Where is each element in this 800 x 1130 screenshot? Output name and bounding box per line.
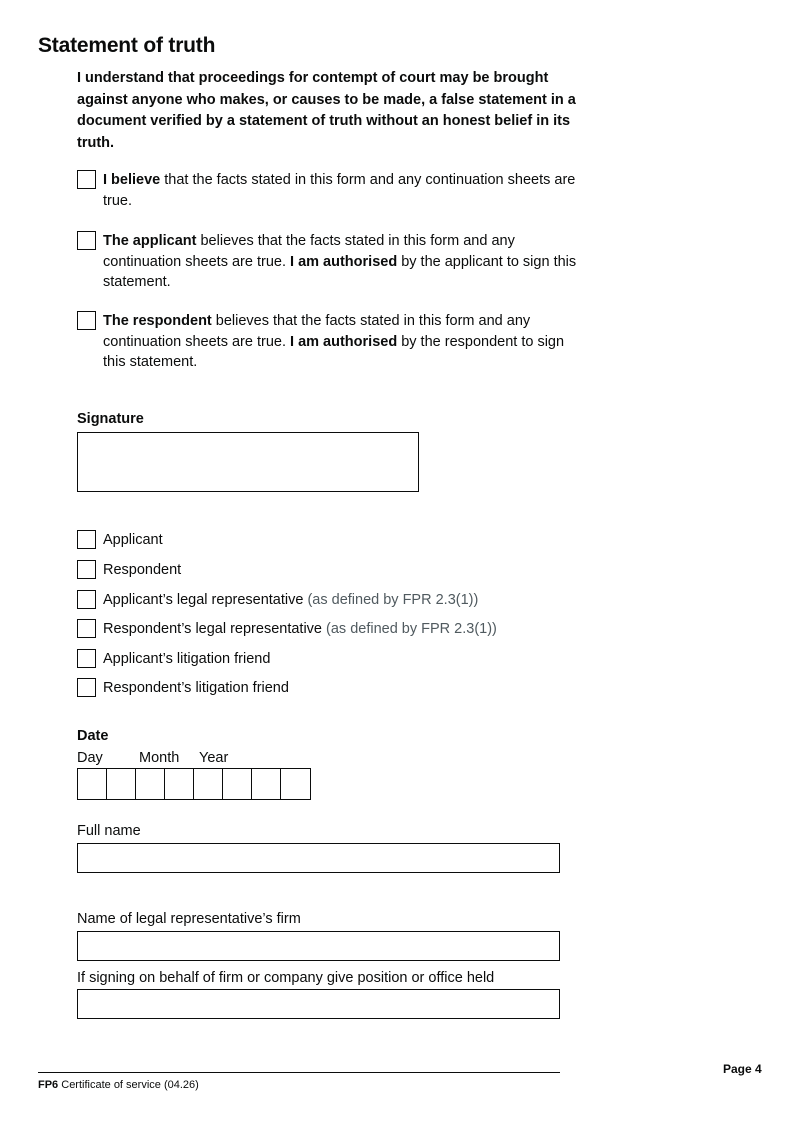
signature-label: Signature [77,411,144,427]
section-title: Statement of truth [38,34,216,57]
full-name-label: Full name [77,823,141,839]
statement-bold-text: I am authorised [290,253,398,270]
date-day-digit-1[interactable] [77,768,108,800]
role-respondent-litigation-friend-label [103,680,289,696]
statement-applicant-checkbox[interactable] [77,231,96,250]
date-year-digit-4[interactable] [280,768,311,800]
role-label: Respondent [103,562,182,578]
page-number: Page 4 [723,1062,762,1076]
statement-applicant-text [103,231,577,293]
date-month-label: Month [139,750,180,766]
date-year-digit-3[interactable] [251,768,282,800]
statement-respondent [77,311,577,373]
role-respondent-legal-rep-label [103,621,497,637]
role-label: Applicant’s legal representative [103,592,304,608]
date-day-label: Day [77,750,103,766]
firm-name-field[interactable] [77,931,560,961]
date-year-digit-2[interactable] [222,768,253,800]
statement-text: by the applicant to sign this statement. [103,253,577,290]
role-applicant-label [103,532,163,548]
statement-bold-text: I believe [103,172,161,188]
role-applicant-checkbox[interactable] [77,530,96,549]
date-year-digit-1[interactable] [193,768,224,800]
statement-applicant [77,231,577,293]
footer-form-code: FP6 [38,1079,59,1091]
role-applicant-legal-rep-label [103,592,478,608]
role-label: Applicant’s litigation friend [103,651,271,667]
date-input-grid [77,768,309,800]
date-month-digit-2[interactable] [164,768,195,800]
statement-i-believe [77,170,577,211]
firm-name-label: Name of legal representative’s firm [77,911,301,927]
statement-text: believes that the facts stated in this form and any continuation sheets are true. [103,313,531,350]
statement-bold-text: I am authorised [290,333,398,350]
footer-divider [38,1072,560,1073]
role-applicant-litigation-friend-label [103,651,270,667]
role-note: (as defined by FPR 2.3(1)) [303,592,479,608]
role-note: (as defined by FPR 2.3(1)) [322,621,497,637]
contempt-warning: I understand that proceedings for contempt of court may be brought against anyone who makes, or causes to be made, a false statement in a document verified by a statement of truth without an honest belief in its truth. [77,70,576,151]
position-label: If signing on behalf of firm or company give position or office held [77,970,495,986]
statement-i-believe-text [103,170,577,211]
role-respondent-litigation-friend-checkbox[interactable] [77,678,96,697]
role-respondent-legal-rep-checkbox[interactable] [77,619,96,638]
statement-bold-text: The applicant [103,233,197,249]
statement-text: by the respondent to sign this statement. [103,333,565,370]
role-respondent-label [103,562,181,578]
signature-field[interactable] [77,432,419,492]
statement-i-believe-checkbox[interactable] [77,170,96,189]
date-year-label: Year [199,750,229,766]
date-day-digit-2[interactable] [106,768,137,800]
statement-text: believes that the facts stated in this form and any continuation sheets are true. [103,233,515,270]
role-label: Respondent’s litigation friend [103,680,289,696]
role-label: Respondent’s legal representative [103,621,322,637]
statement-bold-text: The respondent [103,313,212,329]
role-respondent-checkbox[interactable] [77,560,96,579]
statement-text: that the facts stated in this form and any continuation sheets are true. [103,172,576,209]
statement-respondent-checkbox[interactable] [77,311,96,330]
role-label: Applicant [103,532,163,548]
full-name-field[interactable] [77,843,560,873]
role-applicant-litigation-friend-checkbox[interactable] [77,649,96,668]
footer-form-title: Certificate of service (04.26) [58,1079,199,1091]
date-month-digit-1[interactable] [135,768,166,800]
statement-respondent-text [103,311,577,373]
footer-form-reference [38,1079,199,1091]
date-label: Date [77,728,109,744]
role-applicant-legal-rep-checkbox[interactable] [77,590,96,609]
position-field[interactable] [77,989,560,1019]
